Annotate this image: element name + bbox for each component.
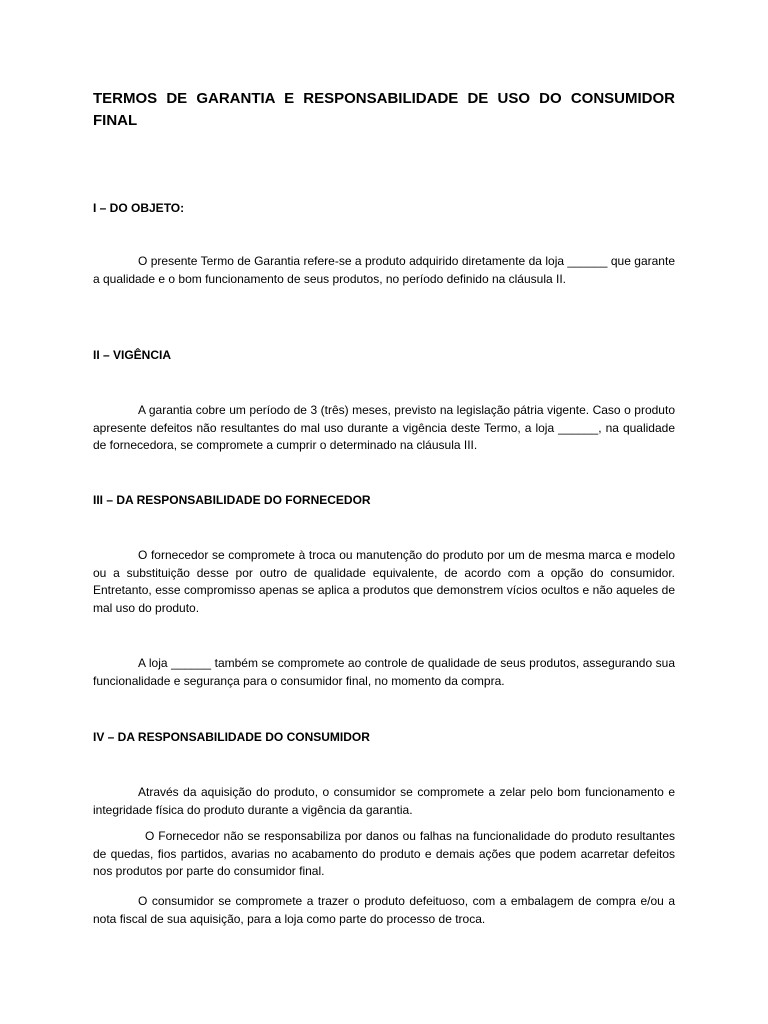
paragraph-consumidor-3: O consumidor se compromete a trazer o produto defeituoso, com a embalagem de compra e/ou a nota fiscal de sua aquisição, para a loja como parte do processo de troca. [93,894,675,926]
section-heading-fornecedor: III – DA RESPONSABILIDADE DO FORNECEDOR [93,493,371,507]
section-heading-objeto: I – DO OBJETO: [93,201,185,215]
paragraph-consumidor-1: Através da aquisição do produto, o consumidor se compromete a zelar pelo bom funcionamento e integridade física do produto durante a vigência da garantia. [93,785,675,817]
paragraph-fornecedor-2: A loja ______ também se compromete ao controle de qualidade de seus produtos, assegurando sua funcionalidade e segurança para o consumidor final, no momento da compra. [93,656,675,688]
section-heading-vigencia: II – VIGÊNCIA [93,348,172,362]
paragraph-objeto: O presente Termo de Garantia refere-se a produto adquirido diretamente da loja ______ que garante a qualidade e o bom funcionamento de seus produtos, no período definido na cláusula II. [93,254,675,286]
document-title: TERMOS DE GARANTIA E RESPONSABILIDADE DE USO DO CONSUMIDOR FINAL [93,90,675,129]
section-heading-consumidor: IV – DA RESPONSABILIDADE DO CONSUMIDOR [93,730,370,744]
paragraph-vigencia: A garantia cobre um período de 3 (três) meses, previsto na legislação pátria vigente. Caso o produto apresente defeitos não resultantes do mal uso durante a vigência deste Termo, a loja ______, na qualidade de fornecedora, se compromete a cumprir o determinado na cláusula III. [93,403,675,452]
paragraph-consumidor-2: O Fornecedor não se responsabiliza por danos ou falhas na funcionalidade do produto resultantes de quedas, fios partidos, avarias no acabamento do produto e demais ações que podem acarretar defeitos nos produtos por parte do consumidor final. [93,829,675,878]
paragraph-fornecedor-1: O fornecedor se compromete à troca ou manutenção do produto por um de mesma marca e modelo ou a substituição desse por outro de qualidade equivalente, de acordo com a opção do consumidor. Entretanto, esse compromisso apenas se aplica a produtos que demonstrem vícios ocultos e não aqueles de mal uso do produto. [93,548,675,615]
